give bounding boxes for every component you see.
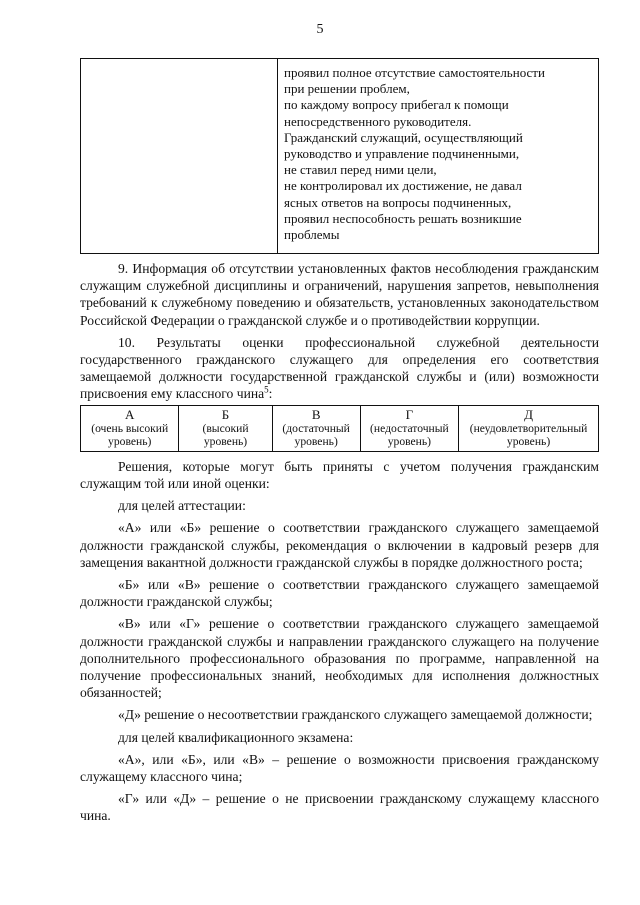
paragraph-10-text: 10. Результаты оценки профессиональной служебной деятельности государственного гражданского служащего для определения его соответствия замещаемой должности государственной гражданской службы и (или) возможности присвоения ему классного чина: [80, 334, 599, 402]
grade-description: уровень): [108, 435, 152, 449]
grade-description: (высокий: [202, 421, 249, 435]
grade-letter: Г: [405, 406, 414, 422]
cell-line: при решении проблем,: [284, 81, 410, 97]
paragraph-9: 9. Информация об отсутствии установленных фактов несоблюдения гражданским служащим служебной дисциплины и ограничений, нарушения запретов, невыполнения требований к служебному поведению и обязательств, установленных законодательством Российской Федерации о гражданской службе и о противодействии коррупции.: [80, 261, 599, 328]
grade-description: уровень): [387, 435, 432, 449]
grade-cell-d: [459, 405, 599, 451]
grade-letter: А: [125, 406, 135, 422]
attestation-item: «Б» или «В» решение о соответствии гражданского служащего замещаемой должности гражданской службы;: [80, 577, 599, 610]
grade-table: [80, 405, 599, 452]
grade-row: [81, 405, 599, 451]
paragraph-10: [80, 334, 599, 403]
exam-item: «Г» или «Д» – решение о не присвоении гражданскому служащему классного чина.: [80, 791, 599, 824]
grade-description: (недостаточный: [370, 421, 449, 435]
document-body: [80, 260, 599, 825]
cell-line: по каждому вопросу прибегал к помощи: [284, 97, 509, 113]
footnote-marker: 5: [264, 384, 269, 395]
grade-description: уровень): [203, 435, 248, 449]
grade-description: (достаточный: [282, 421, 350, 435]
cell-line: Гражданский служащий, осуществляющий: [284, 129, 523, 145]
criteria-cell-text: [284, 65, 592, 243]
exam-item: «А», или «Б», или «В» – решение о возможности присвоения гражданскому служащему классного чина;: [80, 751, 599, 785]
cell-line: проявил неспособность решать возникшие: [284, 210, 522, 226]
grade-cell-b: [179, 405, 272, 451]
cell-line: руководство и управление подчиненными,: [284, 146, 520, 162]
attestation-item: «Д» решение о несоответствии гражданского служащего замещаемой должности;: [118, 707, 593, 723]
grade-letter: Д: [524, 406, 533, 422]
page-number: 5: [316, 22, 324, 37]
criteria-table-fragment: [80, 58, 599, 254]
grade-description: уровень): [506, 435, 551, 449]
grade-description: (неудовлетворительный: [469, 421, 588, 435]
grade-description: (очень высокий: [91, 421, 169, 435]
attestation-item: «А» или «Б» решение о соответствии гражданского служащего замещаемой должности гражданской службы, рекомендация о включении в кадровый резерв для замещения вакантной должности гражданской службы в порядке должностного роста;: [80, 520, 599, 570]
grade-description: уровень): [294, 435, 338, 449]
paragraph-10-tail: :: [268, 386, 273, 402]
attestation-item: «В» или «Г» решение о соответствии гражданского служащего замещаемой должности гражданской службы и направлении гражданского служащего на получение дополнительного профессионального образования по программе, направленной на получение профессиональных знаний, необходимых для исполнения должностных обязанностей;: [80, 616, 599, 701]
exam-label: для целей квалификационного экзамена:: [118, 729, 354, 745]
cell-line: непосредственного руководителя.: [284, 113, 472, 129]
grade-cell-g: [360, 405, 458, 451]
grade-letter: В: [311, 406, 321, 422]
cell-line: ясных ответов на вопросы подчиненных,: [284, 194, 512, 210]
decisions-intro: Решения, которые могут быть приняты с учетом получения гражданским служащим той или иной оценки:: [80, 458, 599, 492]
cell-line: проявил полное отсутствие самостоятельности: [284, 65, 545, 80]
cell-line: проблемы: [284, 227, 340, 243]
cell-line: не контролировал их достижение, не давал: [284, 178, 522, 194]
grade-letter: Б: [221, 406, 230, 422]
grade-cell-a: [81, 405, 179, 451]
table-column-divider: [277, 59, 278, 253]
cell-line: не ставил перед ними цели,: [284, 162, 437, 178]
attestation-label: для целей аттестации:: [118, 498, 246, 514]
grade-cell-v: [272, 405, 360, 451]
